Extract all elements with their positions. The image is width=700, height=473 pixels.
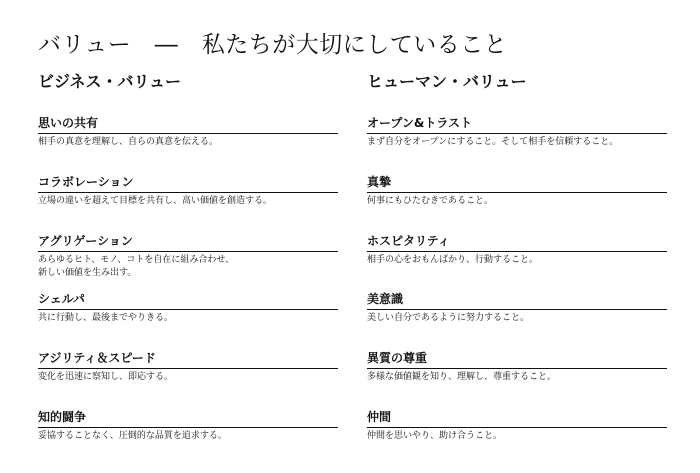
value-title: 美意識 <box>367 291 667 310</box>
value-description: 相手の真意を理解し、自らの真意を伝える。 <box>38 137 219 147</box>
value-item <box>367 233 667 267</box>
value-title: コラボレーション <box>38 174 338 193</box>
page-title: バリュー ― 私たちが大切にしていること <box>38 32 508 58</box>
value-title: 真摯 <box>367 174 667 193</box>
value-description: まず自分をオープンにすること。そして相手を信頼すること。 <box>367 137 619 147</box>
value-title: アジリティ＆スピード <box>38 350 338 369</box>
value-item <box>367 350 667 384</box>
business-values-heading: ビジネス・バリュー <box>38 72 182 91</box>
value-item <box>367 409 667 443</box>
value-title: 異質の尊重 <box>367 350 667 369</box>
value-item <box>38 174 338 208</box>
value-description: 多様な価値観を知り、理解し、尊重すること。 <box>367 372 557 382</box>
value-description: 変化を迅速に察知し、即応する。 <box>38 372 174 382</box>
value-description: 立場の違いを超えて目標を共有し、高い価値を創造する。 <box>38 196 273 206</box>
value-item <box>38 233 338 280</box>
value-description: 共に行動し、最後までやりきる。 <box>38 313 174 323</box>
value-title: オープン&トラスト <box>367 115 667 134</box>
value-description: 何事にもひたむきであること。 <box>367 196 494 206</box>
value-item <box>38 350 338 384</box>
value-item <box>367 115 667 149</box>
value-item <box>367 174 667 208</box>
human-values-column <box>367 70 667 441</box>
value-description: 相手の心をおもんぱかり、行動すること。 <box>367 255 539 265</box>
value-title: 知的闘争 <box>38 409 338 428</box>
value-item <box>38 115 338 149</box>
value-title: 仲間 <box>367 409 667 428</box>
value-description: 美しい自分であるように努力すること。 <box>367 313 530 323</box>
value-item <box>38 291 338 325</box>
value-description: あらゆるヒト、モノ、コトを自在に組み合わせ、 新しい価値を生み出す。 <box>38 255 235 278</box>
human-values-heading: ヒューマン・バリュー <box>367 72 527 91</box>
value-title: シェルパ <box>38 291 338 310</box>
business-values-column <box>38 70 338 441</box>
value-title: ホスピタリティ <box>367 233 667 252</box>
value-description: 妥協することなく、圧倒的な品質を追求する。 <box>38 431 227 441</box>
value-title: アグリゲーション <box>38 233 338 252</box>
value-item <box>38 409 338 443</box>
value-description: 仲間を思いやり、助け合うこと。 <box>367 431 503 441</box>
value-title: 思いの共有 <box>38 115 338 134</box>
value-item <box>367 291 667 325</box>
